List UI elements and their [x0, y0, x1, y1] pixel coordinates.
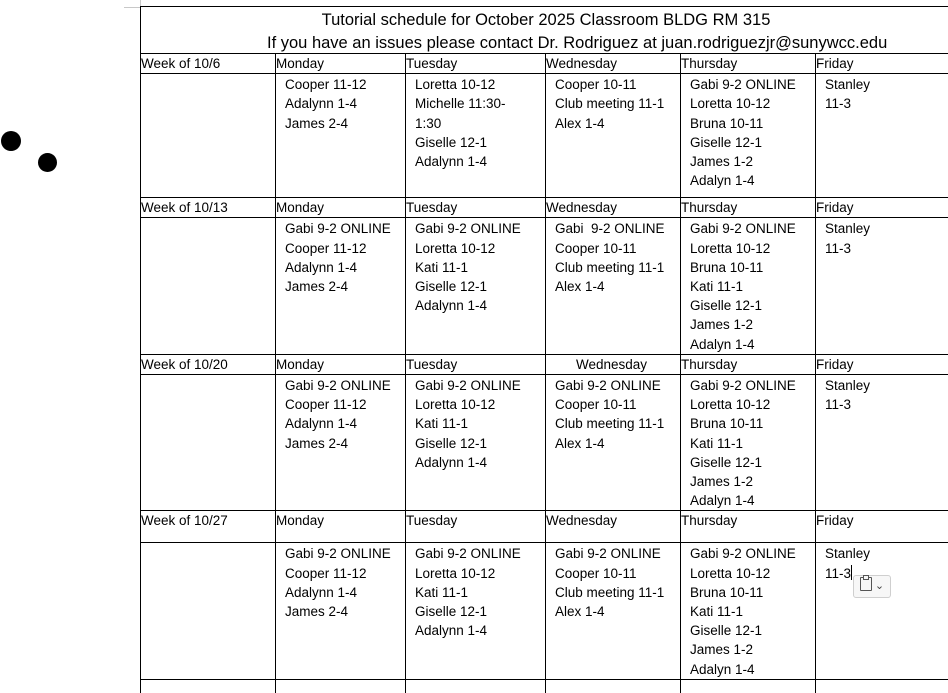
document-title: Tutorial schedule for October 2025 Classroom BLDG RM 315	[321, 11, 771, 29]
day-friday: Friday	[816, 198, 948, 218]
schedule-entry: James 1-2	[690, 154, 754, 170]
schedule-entry: Cooper 10-11	[555, 77, 637, 93]
schedule-entry: Adalynn 1-4	[285, 416, 358, 432]
tuesday-cell[interactable]	[406, 74, 546, 198]
schedule-entry: Loretta 10-12	[415, 240, 496, 256]
monday-cell[interactable]	[276, 543, 406, 679]
schedule-entry: Adalyn 1-4	[690, 336, 755, 352]
schedule-entry: Stanley	[825, 546, 871, 562]
schedule-entry: Gabi 9-2 ONLINE	[285, 546, 391, 562]
schedule-entry: 11-3	[825, 397, 852, 413]
day-monday: Monday	[276, 198, 406, 218]
schedule-entry: Club meeting 11-1	[555, 416, 665, 432]
schedule-entry: Club meeting 11-1	[555, 96, 665, 112]
schedule-entry: Giselle 12-1	[415, 134, 488, 150]
empty-row	[141, 679, 948, 693]
empty-cell[interactable]	[681, 679, 816, 693]
schedule-entry: James 2-4	[285, 435, 349, 451]
chevron-down-icon: ⌄	[874, 580, 885, 592]
thursday-cell[interactable]	[681, 74, 816, 198]
monday-cell[interactable]	[276, 74, 406, 198]
schedule-entry: Kati 11-1	[415, 259, 469, 275]
schedule-entry: James 1-2	[690, 474, 754, 490]
schedule-table	[140, 53, 948, 693]
schedule-entry: Adalyn 1-4	[690, 493, 755, 509]
schedule-entry: Giselle 12-1	[690, 454, 763, 470]
schedule-entry: Adalyn 1-4	[690, 661, 755, 677]
schedule-entry: Loretta 10-12	[690, 397, 771, 413]
schedule-entry: Gabi 9-2 ONLINE	[555, 378, 661, 394]
schedule-entry: Adalynn 1-4	[285, 259, 358, 275]
week-label: Week of 10/27	[141, 511, 276, 543]
schedule-entry: James 2-4	[285, 279, 349, 295]
clipboard-icon	[860, 577, 872, 591]
schedule-entry: Loretta 10-12	[415, 77, 496, 93]
week-body-row	[141, 218, 948, 354]
schedule-entry: Alex 1-4	[555, 115, 605, 131]
day-thursday: Thursday	[681, 354, 816, 374]
contact-line: If you have an issues please contact Dr. Rodriguez at juan.rodriguezjr@sunywcc.edu	[267, 34, 888, 52]
schedule-entry: Kati 11-1	[415, 584, 469, 600]
schedule-entry: Loretta 10-12	[690, 565, 771, 581]
schedule-entry: James 1-2	[690, 317, 754, 333]
wednesday-cell[interactable]	[546, 218, 681, 354]
day-thursday: Thursday	[681, 198, 816, 218]
schedule-entry: Club meeting 11-1	[555, 259, 665, 275]
schedule-entry: Giselle 12-1	[415, 435, 488, 451]
thursday-cell[interactable]	[681, 375, 816, 511]
schedule-entry: Adalynn 1-4	[285, 96, 358, 112]
schedule-entry: Michelle 11:30-1:30	[415, 96, 506, 131]
schedule-entry: Gabi 9-2 ONLINE	[690, 77, 796, 93]
schedule-entry: Adalynn 1-4	[415, 298, 488, 314]
week-body-row	[141, 74, 948, 198]
schedule-entry: Club meeting 11-1	[555, 584, 665, 600]
schedule-entry: Cooper 11-12	[285, 397, 367, 413]
schedule-entry: James 1-2	[690, 642, 754, 658]
schedule-entry: Giselle 12-1	[690, 298, 763, 314]
schedule-entry: Kati 11-1	[690, 435, 744, 451]
schedule-entry: Loretta 10-12	[690, 96, 771, 112]
schedule-entry: Giselle 12-1	[690, 623, 763, 639]
empty-cell[interactable]	[816, 679, 948, 693]
schedule-entry: Cooper 11-12	[285, 77, 367, 93]
day-friday: Friday	[816, 511, 948, 543]
schedule-entry: Bruna 10-11	[690, 115, 764, 131]
schedule-entry: Gabi 9-2 ONLINE	[415, 378, 521, 394]
schedule-entry: Bruna 10-11	[690, 584, 764, 600]
monday-cell[interactable]	[276, 218, 406, 354]
document-title-block	[140, 6, 948, 53]
wednesday-cell[interactable]	[546, 375, 681, 511]
week-label: Week of 10/6	[141, 54, 276, 74]
schedule-entry: Gabi 9-2 ONLINE	[415, 546, 521, 562]
day-thursday: Thursday	[681, 54, 816, 74]
week-spacer-cell	[141, 218, 276, 354]
schedule-entry: Cooper 11-12	[285, 240, 367, 256]
schedule-entry: Gabi 9-2 ONLINE	[690, 378, 796, 394]
schedule-entry: Stanley	[825, 221, 871, 237]
friday-cell[interactable]	[816, 74, 948, 198]
schedule-entry: Gabi 9-2 ONLINE	[690, 221, 796, 237]
schedule-entry: Giselle 12-1	[690, 134, 763, 150]
schedule-entry: Kati 11-1	[415, 416, 469, 432]
schedule-entry: 11-3	[825, 240, 852, 256]
week-header-row	[141, 354, 948, 374]
wednesday-cell[interactable]	[546, 74, 681, 198]
week-label: Week of 10/13	[141, 198, 276, 218]
schedule-entry: Giselle 12-1	[415, 279, 488, 295]
schedule-entry: Loretta 10-12	[690, 240, 771, 256]
day-monday: Monday	[276, 511, 406, 543]
day-monday: Monday	[276, 354, 406, 374]
tuesday-cell[interactable]	[406, 218, 546, 354]
schedule-entry: Cooper 10-11	[555, 565, 637, 581]
empty-cell[interactable]	[141, 679, 276, 693]
bullet-dot	[38, 153, 57, 172]
empty-cell[interactable]	[276, 679, 406, 693]
thursday-cell[interactable]	[681, 543, 816, 679]
schedule-entry-text: 11-3	[825, 565, 852, 581]
paste-options-button[interactable]	[853, 575, 891, 598]
schedule-entry: Adalynn 1-4	[285, 584, 358, 600]
tuesday-cell[interactable]	[406, 375, 546, 511]
week-body-row	[141, 543, 948, 679]
schedule-entry: Cooper 11-12	[285, 565, 367, 581]
schedule-entry: Loretta 10-12	[415, 397, 496, 413]
week-body-row	[141, 375, 948, 511]
day-tuesday: Tuesday	[406, 54, 546, 74]
schedule-entry: Bruna 10-11	[690, 416, 764, 432]
day-thursday: Thursday	[681, 511, 816, 543]
friday-cell[interactable]	[816, 543, 948, 679]
schedule-entry: Cooper 10-11	[555, 397, 637, 413]
schedule-entry: Gabi 9-2 ONLINE	[555, 546, 661, 562]
week-spacer-cell	[141, 375, 276, 511]
schedule-entry: James 2-4	[285, 604, 349, 620]
day-wednesday: Wednesday	[546, 198, 681, 218]
friday-cell[interactable]	[816, 218, 948, 354]
tuesday-cell[interactable]	[406, 543, 546, 679]
day-monday: Monday	[276, 54, 406, 74]
schedule-entry: Kati 11-1	[690, 279, 744, 295]
page-margin-marker	[124, 0, 140, 8]
week-spacer-cell	[141, 74, 276, 198]
schedule-entry: Alex 1-4	[555, 435, 605, 451]
schedule-entry: Stanley	[825, 77, 871, 93]
schedule-entry: Adalynn 1-4	[415, 454, 488, 470]
thursday-cell[interactable]	[681, 218, 816, 354]
schedule-entry: Gabi 9-2 ONLINE	[415, 221, 521, 237]
day-tuesday: Tuesday	[406, 198, 546, 218]
text-cursor	[851, 565, 852, 580]
schedule-entry: Gabi 9-2 ONLINE	[690, 546, 796, 562]
day-wednesday: Wednesday	[546, 54, 681, 74]
schedule-entry: Adalynn 1-4	[415, 154, 488, 170]
day-tuesday: Tuesday	[406, 511, 546, 543]
week-spacer-cell	[141, 543, 276, 679]
friday-cell[interactable]	[816, 375, 948, 511]
schedule-entry: Alex 1-4	[555, 604, 605, 620]
week-header-row	[141, 511, 948, 543]
schedule-entry: Adalyn 1-4	[690, 173, 755, 189]
bullet-dot	[1, 131, 21, 151]
schedule-entry: Stanley	[825, 378, 871, 394]
day-wednesday: Wednesday	[546, 511, 681, 543]
schedule-entry: Kati 11-1	[690, 604, 744, 620]
schedule-entry: Loretta 10-12	[415, 565, 496, 581]
schedule-entry: Gabi 9-2 ONLINE	[285, 378, 391, 394]
week-label: Week of 10/20	[141, 354, 276, 374]
schedule-entry: Gabi 9-2 ONLINE	[555, 221, 665, 237]
schedule-entry: Adalynn 1-4	[415, 623, 488, 639]
schedule-entry: Cooper 10-11	[555, 240, 637, 256]
wednesday-cell[interactable]	[546, 543, 681, 679]
day-tuesday: Tuesday	[406, 354, 546, 374]
day-friday: Friday	[816, 54, 948, 74]
week-header-row	[141, 198, 948, 218]
day-friday: Friday	[816, 354, 948, 374]
schedule-entry: Alex 1-4	[555, 279, 605, 295]
empty-cell[interactable]	[406, 679, 546, 693]
week-header-row	[141, 54, 948, 74]
schedule-entry: Bruna 10-11	[690, 259, 764, 275]
monday-cell[interactable]	[276, 375, 406, 511]
schedule-entry: Gabi 9-2 ONLINE	[285, 221, 391, 237]
day-wednesday: Wednesday	[546, 354, 681, 374]
schedule-entry: James 2-4	[285, 115, 349, 131]
schedule-entry: Giselle 12-1	[415, 604, 488, 620]
empty-cell[interactable]	[546, 679, 681, 693]
schedule-entry: 11-3	[825, 96, 852, 112]
